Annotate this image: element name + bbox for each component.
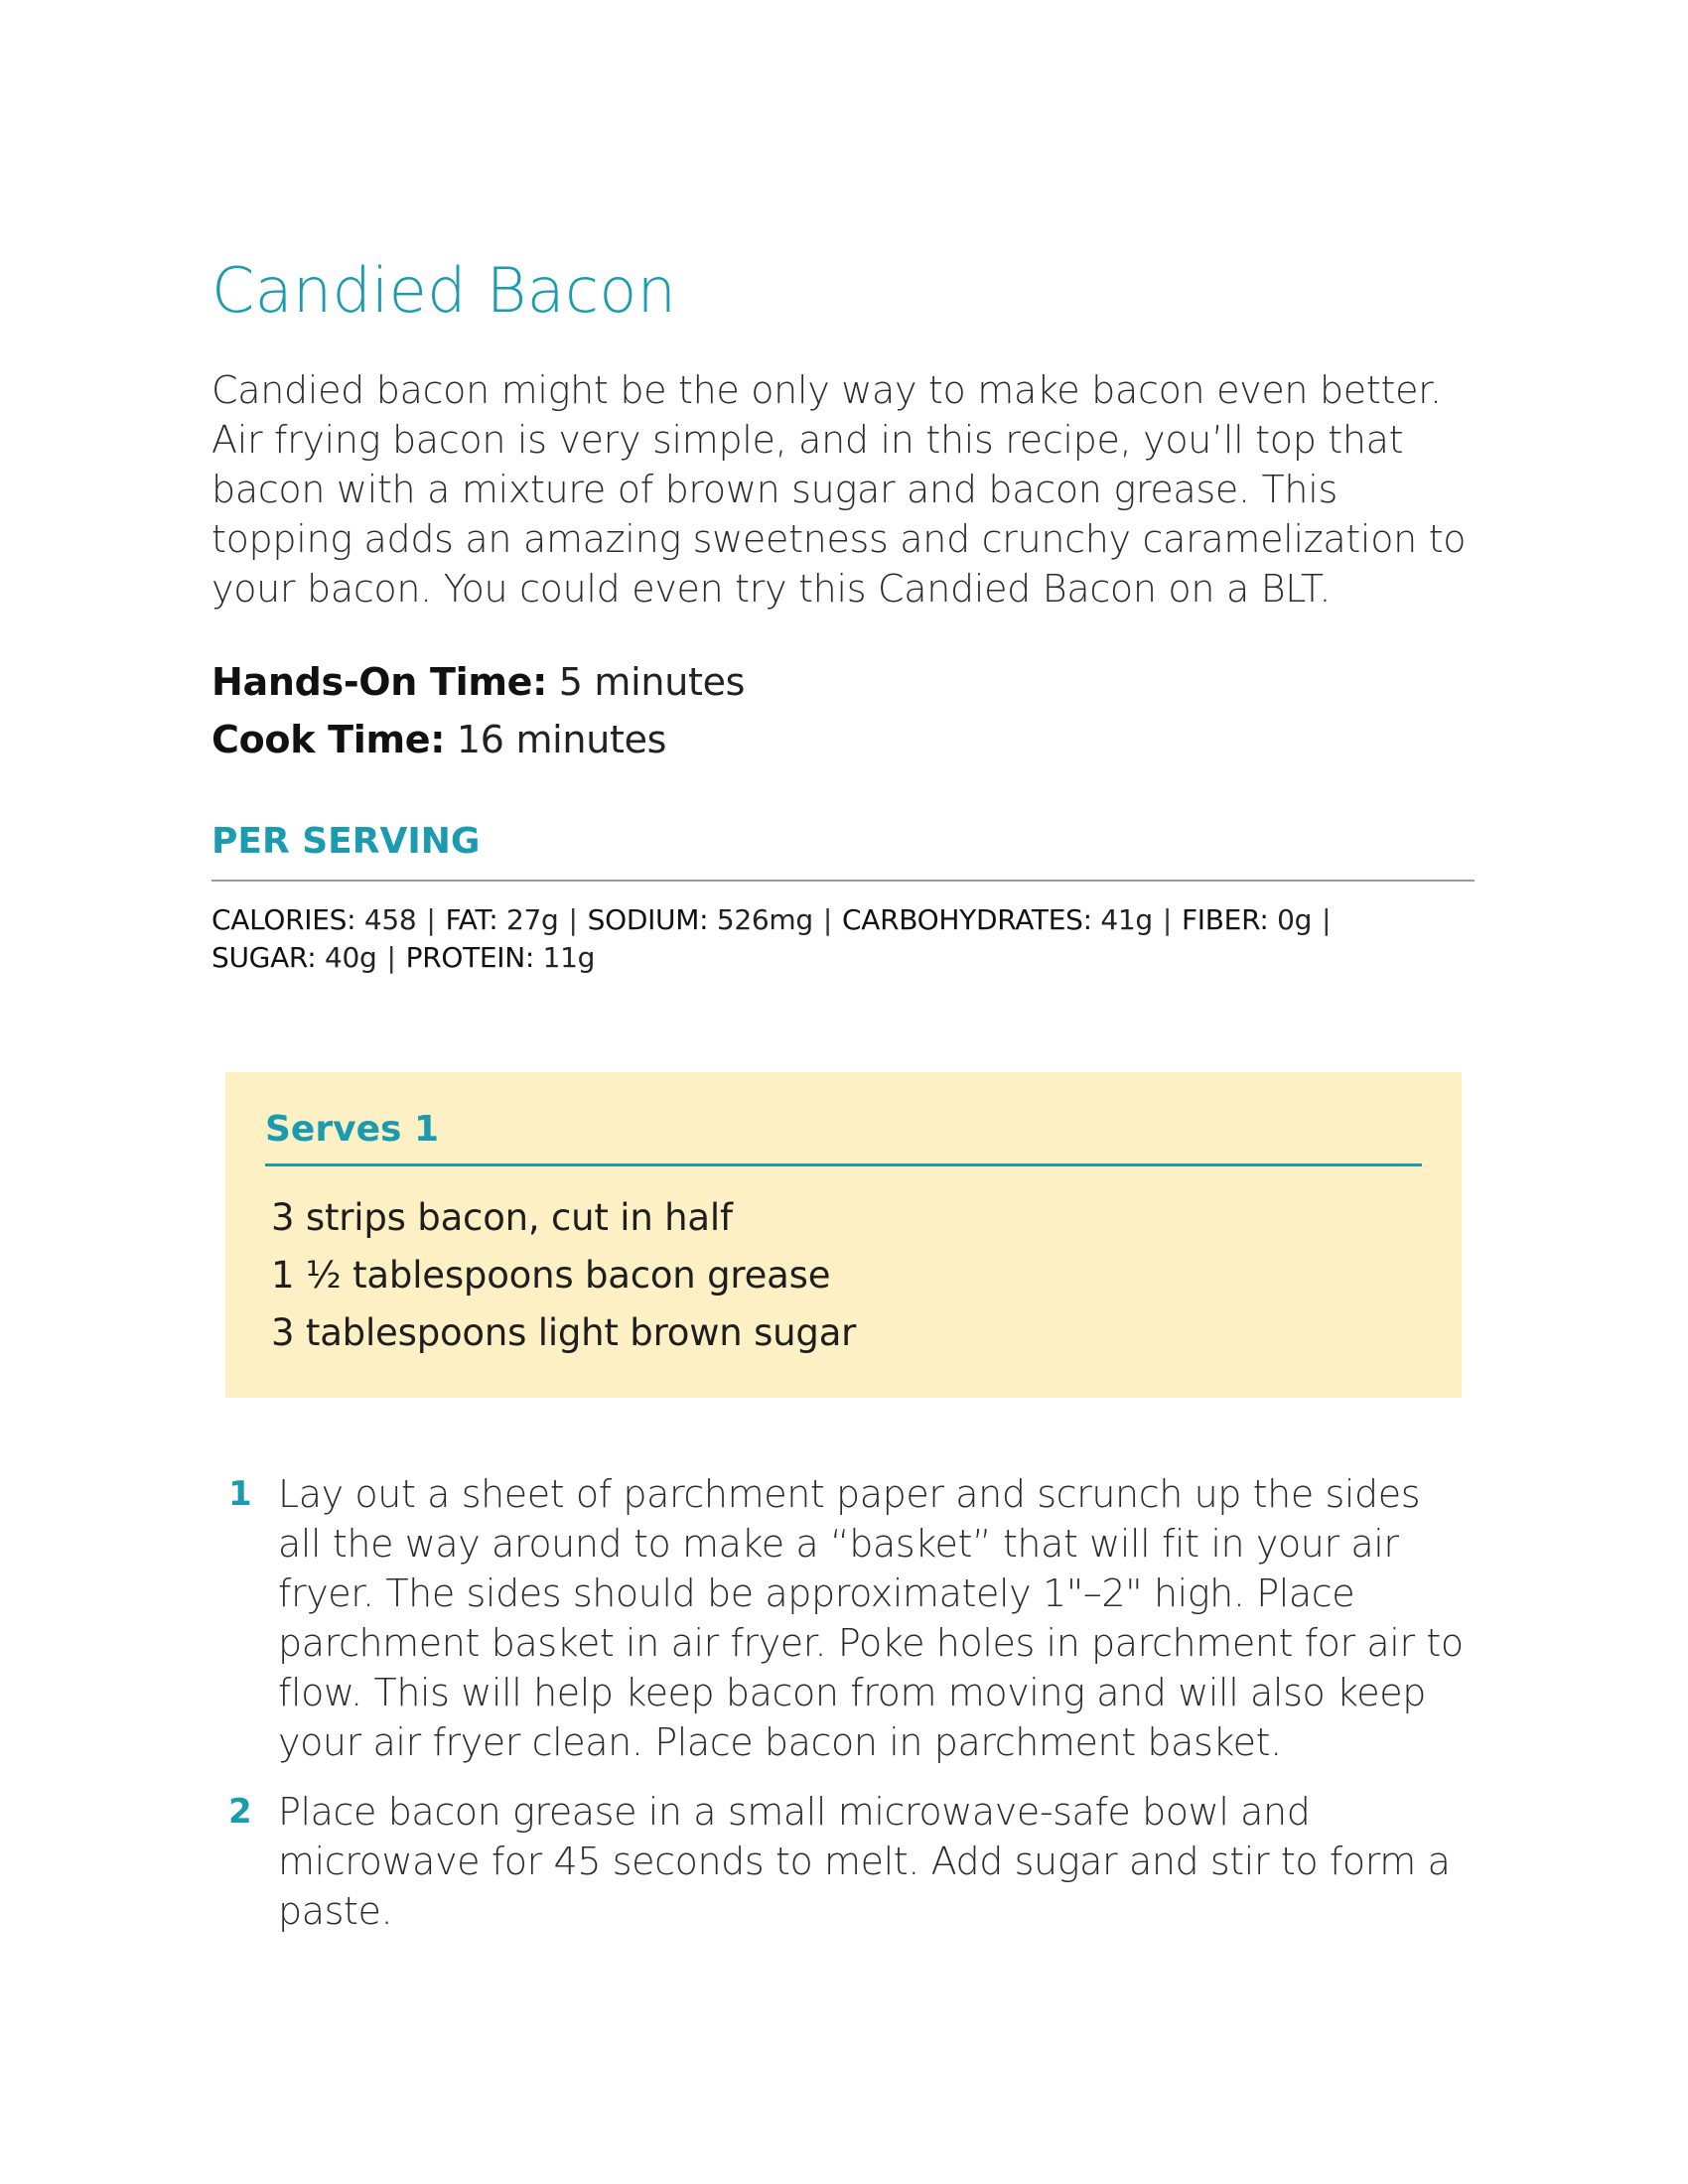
instruction-step — [228, 1787, 1470, 1936]
recipe-title: Candied Bacon — [211, 254, 677, 327]
serves-heading: Serves 1 — [265, 1112, 1422, 1166]
nutrition-separator: | — [822, 903, 832, 936]
nutrition-separator: | — [1322, 903, 1332, 936]
nutrition-item: SODIUM: 526mg — [587, 903, 813, 936]
nutrition-separator: | — [568, 903, 578, 936]
nutrition-item: SUGAR: 40g — [211, 941, 377, 974]
step-text: Place bacon grease in a small microwave-safe bowl and microwave for 45 seconds to melt. Add sugar and stir to form a paste. — [278, 1790, 1451, 1933]
nutrition-separator: | — [1162, 903, 1172, 936]
instruction-step — [228, 1469, 1470, 1767]
cook-time-label: Cook Time: — [211, 718, 446, 761]
ingredient-item: 3 tablespoons light brown sugar — [271, 1311, 857, 1354]
step-number: 1 — [228, 1474, 252, 1514]
nutrition-item: FAT: 27g — [445, 903, 559, 936]
hands-on-time — [211, 653, 1477, 711]
cook-time — [211, 711, 1477, 768]
nutrition-item: FIBER: 0g — [1182, 903, 1313, 936]
hands-on-time-label: Hands-On Time: — [211, 660, 547, 704]
nutrition-item: PROTEIN: 11g — [405, 941, 596, 974]
nutrition-separator: | — [386, 941, 396, 974]
nutrition-separator: | — [426, 903, 436, 936]
ingredients-list — [271, 1189, 856, 1362]
instructions-list — [228, 1469, 1470, 1956]
cook-time-value: 16 minutes — [456, 718, 667, 761]
ingredients-box — [225, 1072, 1462, 1398]
ingredient-item: 1 ½ tablespoons bacon grease — [271, 1254, 831, 1297]
nutrition-item: CALORIES: 458 — [211, 903, 417, 936]
ingredient-item: 3 strips bacon, cut in half — [271, 1196, 733, 1239]
nutrition-facts — [211, 901, 1477, 977]
recipe-page — [211, 254, 1477, 977]
recipe-intro: Candied bacon might be the only way to make bacon even better. Air frying bacon is very simple, and in this recipe, you’ll top that bacon with a mixture of brown sugar and bacon grease. This topping adds an amazing sweetness and crunchy caramelization to your bacon. You could even try this Candied Bacon on a BLT. — [211, 368, 1467, 611]
per-serving-heading: PER SERVING — [211, 824, 1475, 882]
hands-on-time-value: 5 minutes — [558, 660, 746, 704]
step-number: 2 — [228, 1792, 252, 1832]
nutrition-item: CARBOHYDRATES: 41g — [841, 903, 1153, 936]
step-text: Lay out a sheet of parchment paper and scrunch up the sides all the way around to make a “basket” that will fit in your air fryer. The sides should be approximately 1"–2" high. Place parchment basket in air fryer. Poke holes in parchment for air to flow. This will help keep bacon from moving and will also keep your air fryer clean. Place bacon in parchment basket. — [278, 1472, 1464, 1764]
